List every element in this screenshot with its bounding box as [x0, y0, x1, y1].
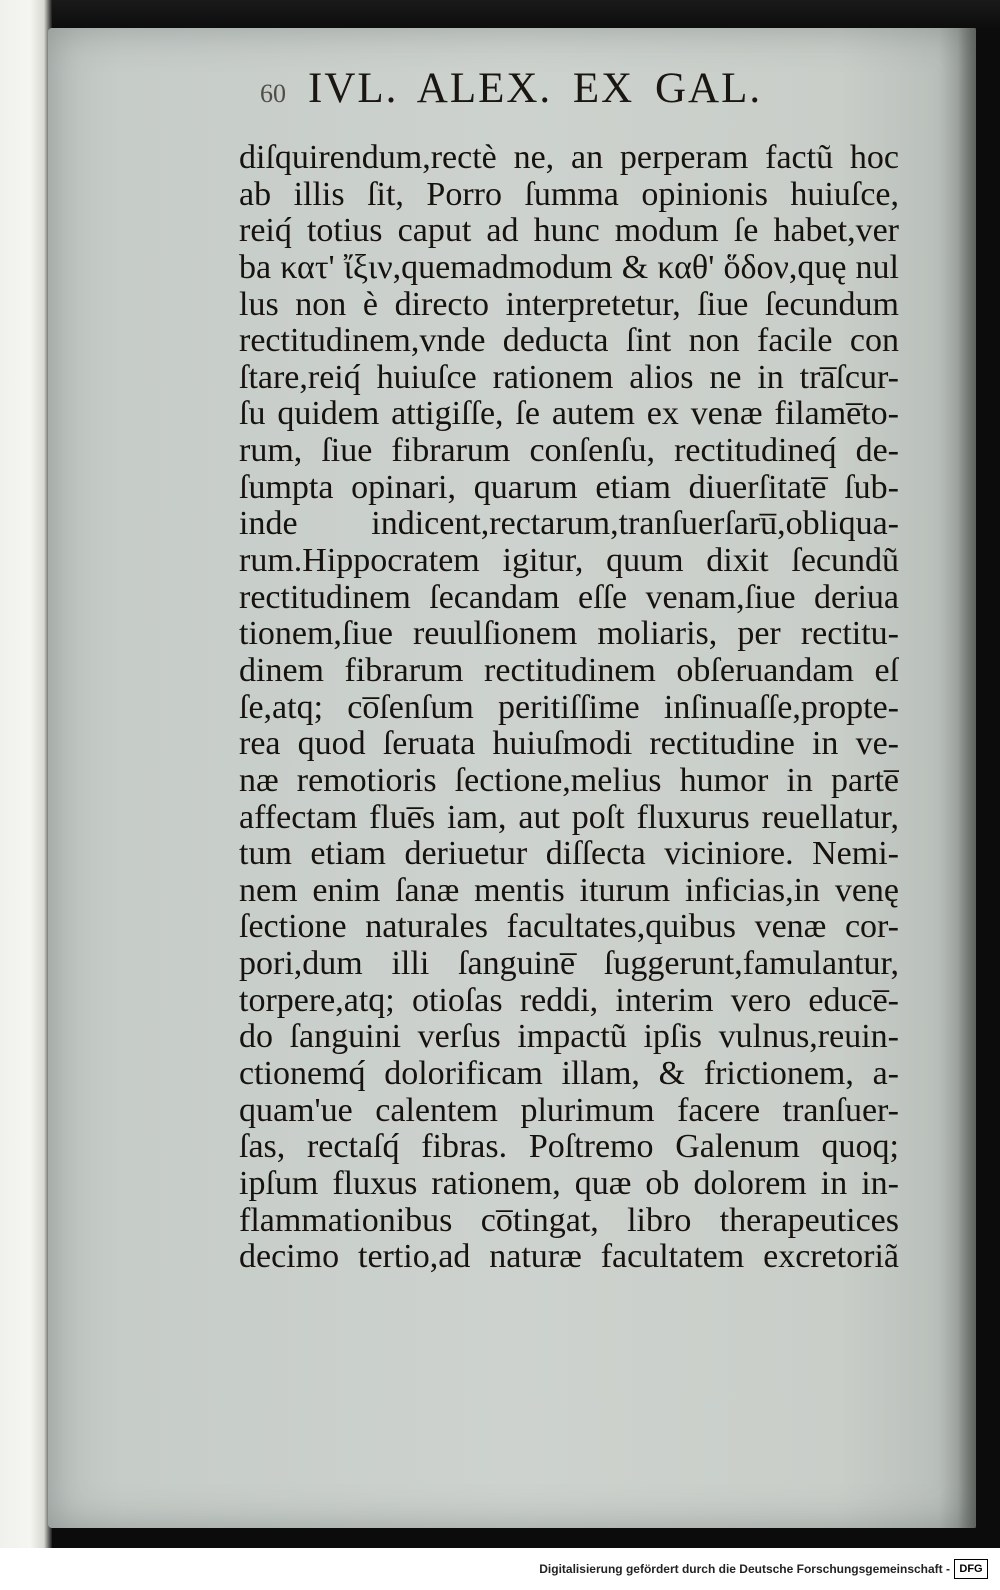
text-line: ſectione naturales facultates,quibus venæ cor-: [239, 909, 899, 946]
scan-top-edge: [0, 0, 1000, 28]
text-line: do ſanguini verſus impactũ ipſis vulnus,reuin-: [239, 1019, 899, 1056]
text-line: rectitudinem,vnde deducta ſint non facile con: [239, 323, 899, 360]
text-line: rum.Hippocratem igitur, quum dixit ſecundũ: [239, 543, 899, 580]
text-line: diſquirendum,rectè ne, an perperam factũ hoc: [239, 140, 899, 176]
text-line: rum, ſiue fibrarum conſenſu, rectitudineq́ de-: [239, 433, 899, 470]
running-head-title: IVL. ALEX. EX GAL.: [308, 65, 763, 112]
text-line: næ remotioris ſectione,melius humor in parte̅: [239, 762, 899, 799]
text-line: ſumpta opinari, quarum etiam diuerſitate̅ ſub-: [239, 469, 899, 506]
text-line: flammationibus co̅tingat, libro therapeutices: [239, 1202, 899, 1239]
text-line: decimo tertio,ad naturæ facultatem excretoriã: [239, 1239, 899, 1276]
text-line: tionem,ſiue reuulſionem moliaris, per rectitu-: [239, 616, 899, 653]
body-text: [239, 140, 919, 1276]
text-line: torpere,atq; otioſas reddi, interim vero educe̅-: [239, 982, 899, 1019]
text-line: pori,dum illi ſanguine̅ ſuggerunt,famulantur,: [239, 946, 899, 983]
text-line: ſu quidem attigiſſe, ſe autem ex venæ filame̅to-: [239, 396, 899, 433]
text-line: inde indicent,rectarum,tranſuerſaru̅,obliqua-: [239, 506, 899, 543]
text-line: ab illis ſit, Porro ſumma opinionis huiuſce,: [239, 176, 899, 213]
text-line: ſe,atq; co̅ſenſum peritiſſime inſinuaſſe,propte-: [239, 689, 899, 726]
text-line: ſas, rectaſq́ fibras. Poſtremo Galenum quoq;: [239, 1129, 899, 1166]
text-line: nem enim ſanæ mentis iturum inficias,in venę: [239, 872, 899, 909]
dfg-logo: DFG: [954, 1559, 988, 1579]
text-line: affectam flue̅s iam, aut poſt fluxurus reuellatur,: [239, 799, 899, 836]
text-line: ctionemq́ dolorificam illam, & frictionem, a-: [239, 1056, 899, 1093]
text-line: ipſum fluxus rationem, quæ ob dolorem in in-: [239, 1165, 899, 1202]
page-number: 60: [260, 79, 286, 108]
page-gutter-shadow: [958, 28, 976, 1528]
running-head: [260, 64, 820, 124]
text-line: lus non è directo interpretetur, ſiue ſecundum: [239, 286, 899, 323]
text-line: ſtare,reiq́ huiuſce rationem alios ne in tra̅ſcur-: [239, 359, 899, 396]
text-line: dinem fibrarum rectitudinem obſeruandam eſ: [239, 652, 899, 689]
text-line: rectitudinem ſecandam eſſe venam,ſiue deriua: [239, 579, 899, 616]
scan-left-edge: [0, 0, 52, 1548]
text-line: reiq́ totius caput ad hunc modum ſe habet,ver: [239, 213, 899, 250]
footer-credit: Digitalisierung gefördert durch die Deutsche Forschungsgemeinschaft -: [539, 1562, 950, 1576]
text-line: quam'ue calentem plurimum facere tranſuer-: [239, 1092, 899, 1129]
text-line: tum etiam deriuetur diſſecta viciniore. Nemi-: [239, 836, 899, 873]
text-line: ba κατ' ἴξιν,quemadmodum & καθ' ὅδον,quę nul: [239, 249, 899, 286]
text-line: rea quod ſeruata huiuſmodi rectitudine in ve-: [239, 726, 899, 763]
